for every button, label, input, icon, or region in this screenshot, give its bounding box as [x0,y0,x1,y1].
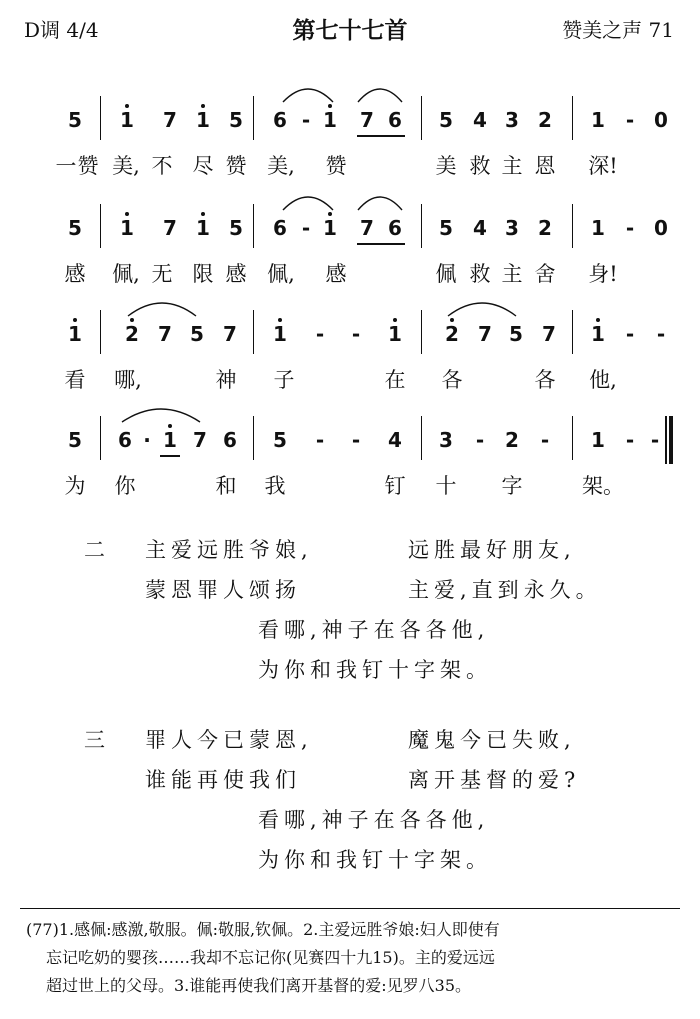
note: 5 [229,108,243,132]
note: - [625,108,635,132]
lyric-syllable: 赞 [325,154,347,178]
note: 1 [323,108,337,132]
verse-refrain-line: 为你和我钉十字架。 [258,848,492,872]
note: 6 [273,108,287,132]
lyric-syllable: 各 [441,368,463,392]
lyric-syllable: 美 [435,154,457,178]
verse-phrase: 魔鬼今已失败, [408,728,576,752]
lyric-syllable: 美, [267,154,295,178]
note: 2 [445,322,459,346]
note: 7 [223,322,237,346]
verse-refrain-line: 看哪,神子在各各他, [258,808,490,832]
note: 6 [388,108,402,132]
slur [122,409,200,422]
note: 6 [273,216,287,240]
note: - [625,216,635,240]
footnote-line: (77)1.感佩:感激,敬服。佩:敬服,钦佩。2.主爱远胜爷娘:妇人即使有 [26,920,500,939]
footnote-rule [20,908,680,909]
note: 5 [439,108,453,132]
verse-number: 三 [84,728,110,752]
lyric-syllable: 佩, [267,262,295,286]
lyric-syllable: 在 [384,368,406,392]
verse-phrase: 离开基督的爱? [408,768,581,792]
note: 1 [388,322,402,346]
slur [448,303,516,316]
lyric-syllable: 神 [215,368,237,392]
note: 7 [163,108,177,132]
note: 5 [68,108,82,132]
note: - [656,322,666,346]
note: 1 [591,428,605,452]
lyric-syllable: 我 [264,474,286,498]
footnote [26,916,676,1000]
note: - [625,322,635,346]
lyric-syllable: 哪, [114,368,142,392]
verse-phrase: 远胜最好朋友, [408,538,576,562]
note: 1 [163,428,177,452]
lyric-syllable: 各 [534,368,556,392]
lyric-syllable: 钉 [384,474,406,498]
footnote-line: 忘记吃奶的婴孩……我却不忘记你(见赛四十九15)。主的爱远远 [46,948,495,967]
lyric-syllable: 救 [469,154,491,178]
note: 5 [509,322,523,346]
note: 7 [360,216,374,240]
lyric-syllable: 你 [114,474,136,498]
note: 2 [125,322,139,346]
lyric-syllable: 不 [151,154,173,178]
lyric-syllable: 救 [469,262,491,286]
note: 1 [273,322,287,346]
note: 7 [163,216,177,240]
verse-number: 二 [84,538,110,562]
note: 7 [193,428,207,452]
note: 1 [591,216,605,240]
note: 3 [505,108,519,132]
note: - [540,428,550,452]
verse-phrase: 主爱远胜爷娘, [145,538,313,562]
note: - [475,428,485,452]
footnote-line: 超过世上的父母。3.谁能再使我们离开基督的爱:见罗八35。 [46,976,472,995]
note: 7 [360,108,374,132]
note: 4 [473,216,487,240]
note: 4 [388,428,402,452]
slur [128,303,196,316]
lyric-syllable: 感 [225,262,247,286]
note: 1 [196,216,210,240]
lyric-syllable: 感 [64,262,86,286]
note: 7 [542,322,556,346]
lyric-syllable: 尽 [192,154,214,178]
note: - [625,428,635,452]
verse-phrase: 蒙恩罪人颂扬 [145,578,301,602]
lyric-syllable: 舍 [534,262,556,286]
note: 5 [439,216,453,240]
slur [283,197,333,210]
note: - [351,322,361,346]
note: 1 [196,108,210,132]
key-signature: D调 4/4 [24,18,99,42]
note: 6 [223,428,237,452]
note: 5 [68,428,82,452]
note: 2 [505,428,519,452]
note: 3 [439,428,453,452]
slur [358,89,402,102]
lyric-syllable: 他, [589,368,617,392]
note: · [143,428,151,452]
note: 0 [654,216,668,240]
note: 5 [229,216,243,240]
lyric-syllable: 主 [501,262,523,286]
lyric-syllable: 恩 [534,154,556,178]
note: 1 [120,108,134,132]
slur [358,197,402,210]
note: - [351,428,361,452]
note: - [315,322,325,346]
note: - [315,428,325,452]
lyric-syllable: 感 [325,262,347,286]
lyric-syllable: 无 [151,262,173,286]
lyric-syllable: 为 [64,474,86,498]
note: 1 [68,322,82,346]
note: 6 [388,216,402,240]
verse-phrase: 罪人今已蒙恩, [145,728,313,752]
verse-phrase: 谁能再使我们 [145,768,301,792]
note: 2 [538,108,552,132]
lyric-syllable: 字 [501,474,523,498]
lyric-syllable: 佩 [435,262,457,286]
note: 7 [478,322,492,346]
verse-refrain-line: 为你和我钉十字架。 [258,658,492,682]
note: 1 [120,216,134,240]
note: 0 [654,108,668,132]
note: 7 [158,322,172,346]
lyric-syllable: 一 [55,154,77,178]
note: 1 [323,216,337,240]
lyric-syllable: 架。 [582,474,624,498]
lyric-syllable: 和 [215,474,237,498]
book-page-reference: 赞美之声 71 [562,18,674,42]
lyric-syllable: 十 [435,474,457,498]
lyric-syllable: 限 [192,262,214,286]
note: - [650,428,660,452]
lyric-syllable: 主 [501,154,523,178]
note: 5 [190,322,204,346]
lyric-syllable: 身! [588,262,618,286]
lyric-syllable: 深! [588,154,618,178]
lyric-syllable: 看 [64,368,86,392]
note: 5 [273,428,287,452]
lyric-syllable: 赞 [225,154,247,178]
lyric-syllable: 赞 [77,154,99,178]
note: 5 [68,216,82,240]
note: - [301,216,311,240]
note: 2 [538,216,552,240]
note: - [301,108,311,132]
note: 3 [505,216,519,240]
note: 1 [591,108,605,132]
lyric-syllable: 佩, [112,262,140,286]
note: 4 [473,108,487,132]
lyric-syllable: 美, [112,154,140,178]
verse-refrain-line: 看哪,神子在各各他, [258,618,490,642]
hymn-title: 第七十七首 [292,18,408,44]
slur [283,89,333,102]
note: 1 [591,322,605,346]
lyric-syllable: 子 [273,368,295,392]
note: 6 [118,428,132,452]
verse-phrase: 主爱,直到永久。 [408,578,602,602]
